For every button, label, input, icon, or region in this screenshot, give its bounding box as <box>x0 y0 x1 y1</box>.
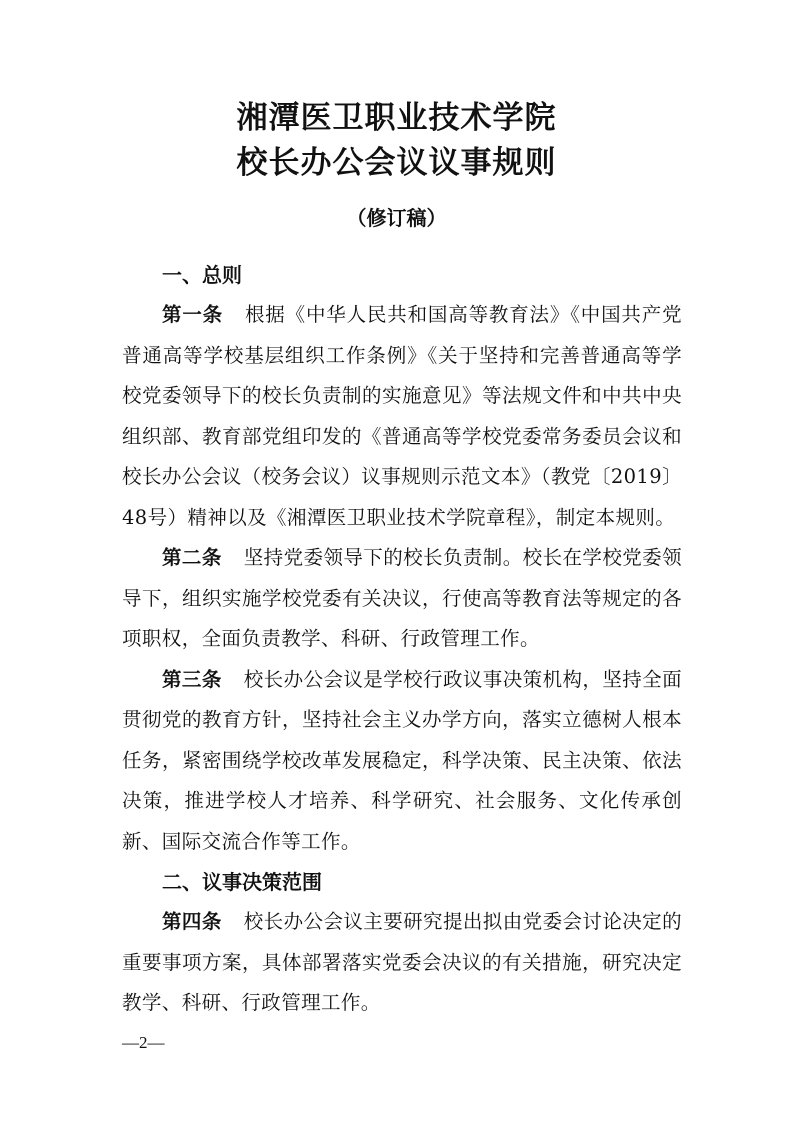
article-4-text: 校长办公会议主要研究提出拟由党委会讨论决定的重要事项方案，具体部署落实党委会决议的有关措施，研究决定教学、科研、行政管理工作。 <box>122 910 682 1014</box>
article-3-label: 第三条 <box>162 667 222 691</box>
article-1-label: 第一条 <box>162 303 223 326</box>
article-4 <box>122 902 682 1024</box>
article-1-text: 根据《中华人民共和国高等教育法》《中国共产党普通高等学校基层组织工作条例》《关于坚持和完善普通高等学校党委领导下的校长负责制的实施意见》等法规文件和中共中央组织部、教育部党组印发的《普通高等学校党委常务委员会议和校长办公会议（校务会议）议事规则示范文本》（教党〔2019〕48号）精神以及《湘潭医卫职业技术学院章程》，制定本规则。 <box>122 303 682 529</box>
article-2-text: 坚持党委领导下的校长负责制。校长在学校党委领导下，组织实施学校党委有关决议，行使高等教育法等规定的各项职权，全面负责教学、科研、行政管理工作。 <box>122 546 682 650</box>
document-title-line1: 湘潭医卫职业技术学院 <box>236 100 557 136</box>
article-2-label: 第二条 <box>162 546 222 569</box>
document-body <box>122 255 682 1024</box>
document-title-line2: 校长办公会议议事规则 <box>236 145 557 181</box>
section-heading-scope: 二、议事决策范围 <box>162 870 322 894</box>
article-1 <box>122 295 682 538</box>
article-2 <box>122 538 682 660</box>
article-3 <box>122 660 682 863</box>
section-heading-general: 一、总则 <box>162 263 242 287</box>
document-subtitle: （修订稿） <box>346 206 447 230</box>
article-3-text: 校长办公会议是学校行政议事决策机构，坚持全面贯彻党的教育方针，坚持社会主义办学方向，落实立德树人根本任务，紧密围绕学校改革发展稳定，科学决策、民主决策、依法决策，推进学校人才培养、科学研究、社会服务、文化传承创新、国际交流合作等工作。 <box>122 667 682 853</box>
page-number: —2— <box>122 1033 165 1052</box>
article-4-label: 第四条 <box>162 910 222 933</box>
